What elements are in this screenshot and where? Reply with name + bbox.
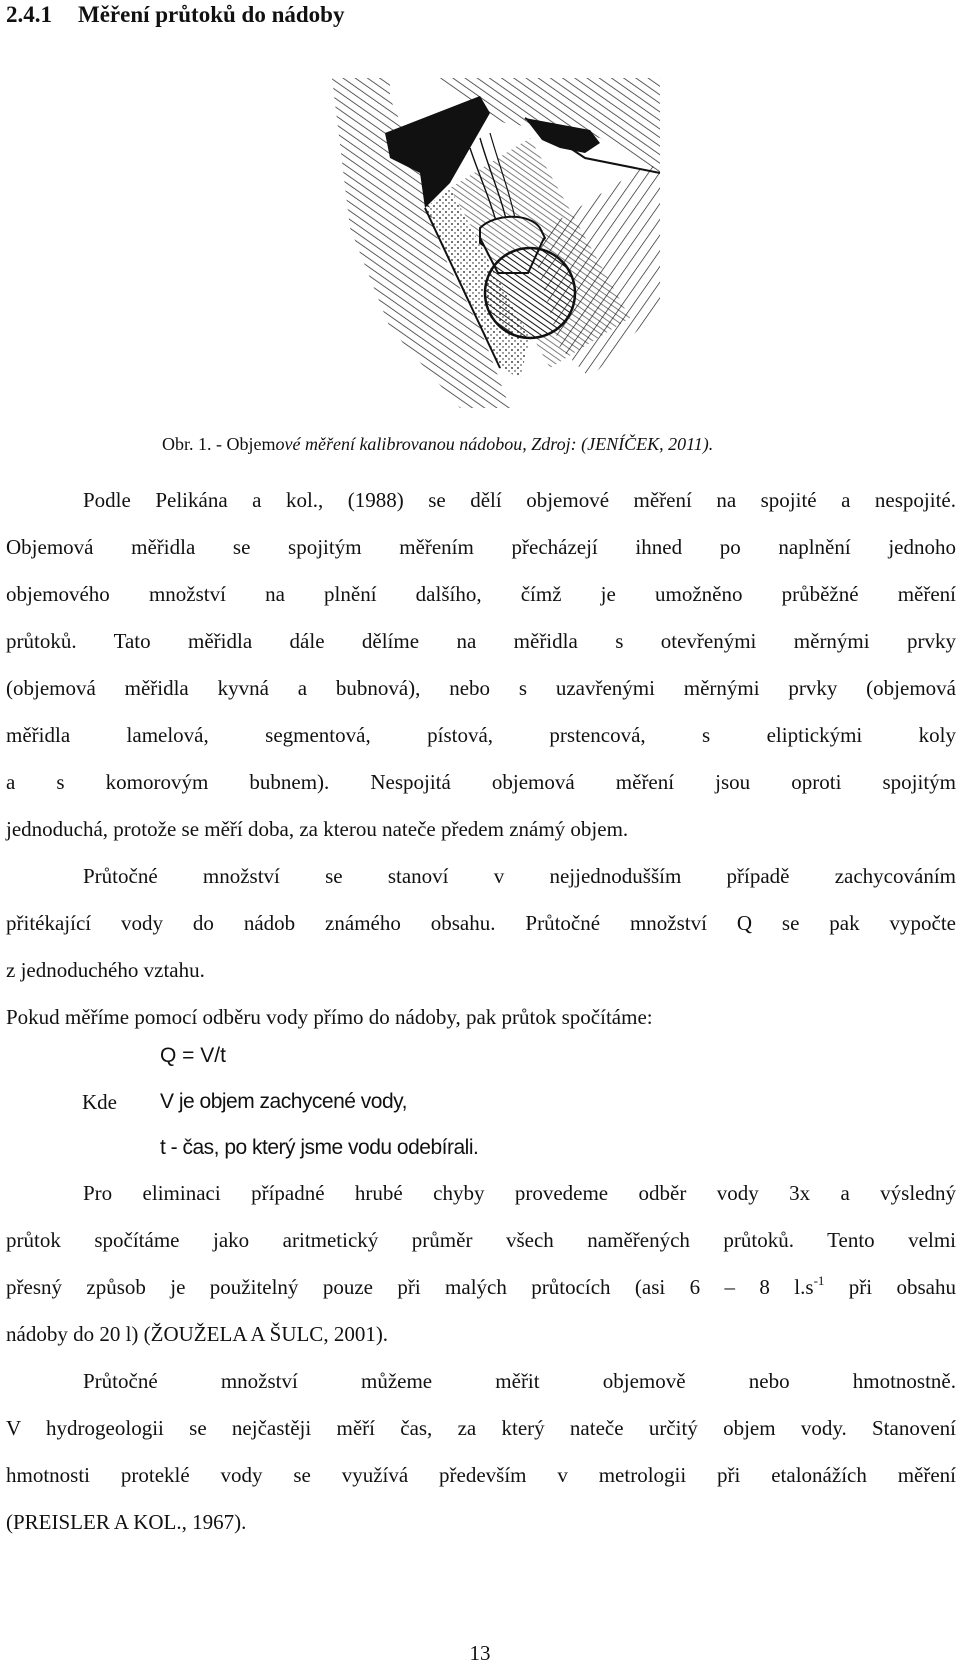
paragraph-5-line: hmotnosti proteklé vody se využívá především v metrologii při etalonážích měření xyxy=(6,1463,956,1487)
paragraph-4-line3-after: při obsahu xyxy=(824,1275,956,1299)
section-number: 2.4.1 xyxy=(6,2,52,27)
paragraph-1-line: Objemová měřidla se spojitým měřením přecházejí ihned po naplnění jednoho xyxy=(6,535,956,559)
paragraph-4-superscript: -1 xyxy=(813,1273,825,1288)
paragraph-1-line: průtoků. Tato měřidla dále dělíme na měřidla s otevřenými měrnými prvky xyxy=(6,629,956,653)
formula-where-label: Kde xyxy=(82,1090,117,1114)
paragraph-1-line: a s komorovým bubnem). Nespojitá objemová měření jsou oproti spojitým xyxy=(6,770,956,794)
caption-italic: ové měření kalibrovanou nádobou, Zdroj: (JENÍČEK, 2011). xyxy=(275,434,714,454)
paragraph-2-line: přitékající vody do nádob známého obsahu. Průtočné množství Q se pak vypočte xyxy=(6,911,956,935)
paragraph-4-line xyxy=(6,1264,956,1311)
paragraph-1-line: (objemová měřidla kyvná a bubnová), nebo s uzavřenými měrnými prvky (objemová xyxy=(6,676,956,700)
formula-block xyxy=(0,1033,960,1171)
paragraph-2-line: z jednoduchého vztahu. xyxy=(6,958,205,982)
paragraph-2-line: Průtočné množství se stanoví v nejjednodušším případě zachycováním xyxy=(83,864,956,888)
body-text xyxy=(6,477,956,1041)
formula-def-v: V je objem zachycené vody, xyxy=(160,1090,407,1113)
paragraph-3: Pokud měříme pomocí odběru vody přímo do nádoby, pak průtok spočítáme: xyxy=(6,1005,653,1029)
figure-caption xyxy=(162,432,713,456)
caption-prefix: Obr. 1. - Objem xyxy=(162,434,276,454)
figure-vessel-measurement xyxy=(330,78,700,416)
section-heading xyxy=(6,0,344,30)
paragraph-4-line: nádoby do 20 l) (ŽOUŽELA A ŠULC, 2001). xyxy=(6,1322,389,1346)
paragraph-4-line: průtok spočítáme jako aritmetický průměr všech naměřených průtoků. Tento velmi xyxy=(6,1228,956,1252)
body-text-2 xyxy=(6,1170,956,1546)
formula-def-t: t - čas, po který jsme vodu odebírali. xyxy=(160,1136,479,1159)
formula-equation: Q = V/t xyxy=(160,1044,226,1067)
page-number: 13 xyxy=(469,1641,491,1665)
paragraph-1-line: objemového množství na plnění dalšího, čímž je umožněno průběžné měření xyxy=(6,582,956,606)
paragraph-1-line: Podle Pelikána a kol., (1988) se dělí objemové měření na spojité a nespojité. xyxy=(83,488,956,512)
paragraph-1-line: jednoduchá, protože se měří doba, za kterou nateče předem známý objem. xyxy=(6,817,629,841)
paragraph-4-line: Pro eliminaci případné hrubé chyby provedeme odběr vody 3x a výsledný xyxy=(83,1181,956,1205)
paragraph-5-line: V hydrogeologii se nejčastěji měří čas, za který nateče určitý objem vody. Stanovení xyxy=(6,1416,956,1440)
section-title: Měření průtoků do nádoby xyxy=(78,2,345,27)
paragraph-4-line3-before: přesný způsob je použitelný pouze při malých průtocích (asi 6 – 8 l.s xyxy=(6,1275,814,1299)
paragraph-1-line: měřidla lamelová, segmentová, pístová, prstencová, s eliptickými koly xyxy=(6,723,956,747)
volumetric-vessel-illustration xyxy=(330,78,700,416)
formula-where-row xyxy=(0,1079,960,1125)
paragraph-5-line: Průtočné množství můžeme měřit objemově nebo hmotnostně. xyxy=(83,1369,956,1393)
paragraph-5-line: (PREISLER A KOL., 1967). xyxy=(6,1510,247,1534)
